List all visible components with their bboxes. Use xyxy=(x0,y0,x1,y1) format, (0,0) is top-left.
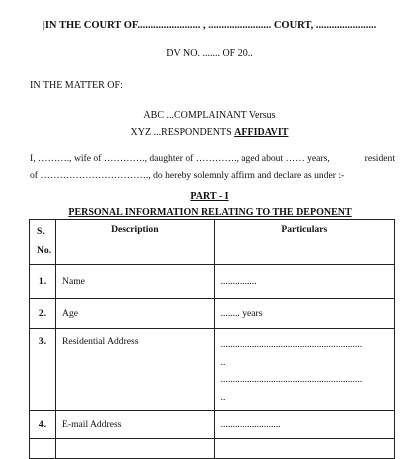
row-particulars xyxy=(214,329,394,411)
row-particulars: ........ years xyxy=(214,299,394,329)
row-number xyxy=(30,439,56,459)
text-cursor-bar: | xyxy=(42,20,45,31)
respondent-line xyxy=(0,127,419,138)
row-number: 1. xyxy=(30,265,56,299)
declaration-line-1 xyxy=(30,153,395,164)
header-particulars: Particulars xyxy=(214,220,394,265)
address-line: .. xyxy=(220,391,226,403)
court-heading xyxy=(0,20,419,31)
case-number: DV NO. ....... OF 20.. xyxy=(166,48,253,59)
row-description: E-mail Address xyxy=(56,411,215,439)
address-line: .. xyxy=(220,356,226,368)
table-row xyxy=(30,265,395,299)
table-row xyxy=(30,411,395,439)
row-particulars xyxy=(214,439,394,459)
declaration-line-2: of ……………………………., do hereby solemnly affirm and declare as under :- xyxy=(30,170,345,181)
matter-label: IN THE MATTER OF: xyxy=(30,80,123,91)
personal-info-table xyxy=(29,219,395,459)
declaration-line-1-main: I, ………., wife of …………., daughter of …………., aged about …… years, xyxy=(30,153,330,164)
header-sno: S. No. xyxy=(30,220,56,265)
affidavit-title: AFFIDAVIT xyxy=(234,127,289,138)
table-row xyxy=(30,439,395,459)
row-number: 3. xyxy=(30,329,56,411)
address-line: ........................................................... xyxy=(220,374,363,385)
part-title: PART - I xyxy=(190,191,229,202)
complainant-line: ABC ...COMPLAINANT Versus xyxy=(143,110,276,121)
row-particulars: ......................... xyxy=(214,411,394,439)
respondent-text: XYZ ...RESPONDENTS xyxy=(130,127,232,138)
table-header-row xyxy=(30,220,395,265)
header-description: Description xyxy=(56,220,215,265)
row-description: Residential Address xyxy=(56,329,215,411)
row-description: Name xyxy=(56,265,215,299)
row-description: Age xyxy=(56,299,215,329)
row-number: 4. xyxy=(30,411,56,439)
declaration-line-1-end: resident xyxy=(364,153,395,164)
row-description xyxy=(56,439,215,459)
table-row xyxy=(30,329,395,411)
table-row xyxy=(30,299,395,329)
row-number: 2. xyxy=(30,299,56,329)
row-particulars: ............... xyxy=(214,265,394,299)
address-line: ........................................................... xyxy=(220,339,363,350)
court-heading-text: IN THE COURT OF........................ , ........................ COURT, ....................... xyxy=(44,20,377,31)
section-title: PERSONAL INFORMATION RELATING TO THE DEPONENT xyxy=(68,207,352,218)
